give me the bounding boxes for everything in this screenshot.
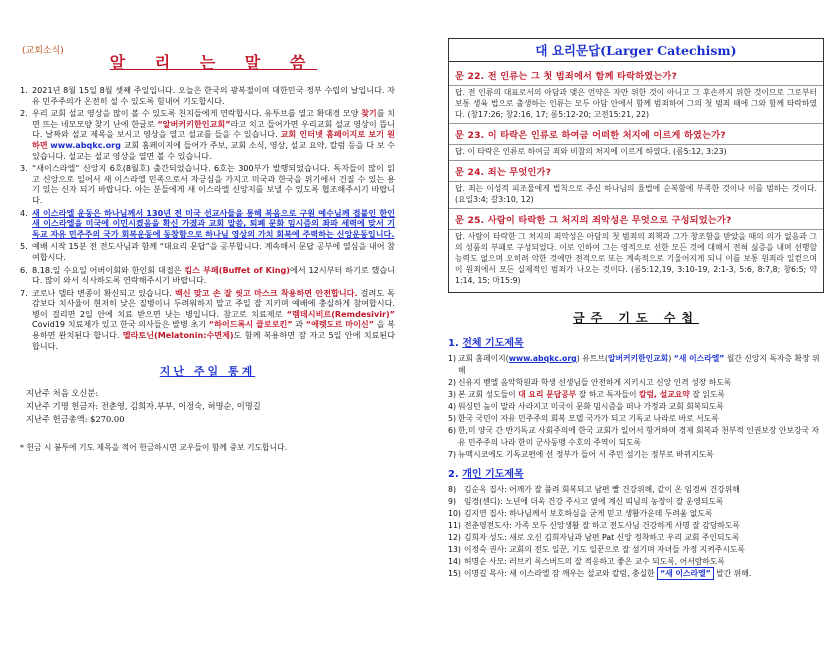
item-text: 잘 하고 독자들이 xyxy=(576,390,639,399)
item-number: 1. xyxy=(20,85,28,95)
section-title: 전체 기도제목 xyxy=(462,338,524,349)
list-item xyxy=(448,413,824,425)
catechism-box xyxy=(448,38,824,293)
divider xyxy=(449,123,823,124)
list-item xyxy=(20,241,395,262)
item-number: 5) xyxy=(448,414,457,423)
highlight-text: 찾기 xyxy=(361,108,377,119)
list-item xyxy=(448,556,824,568)
prayer-list xyxy=(448,353,824,461)
highlight-text: 칼럼, 설교요약 xyxy=(638,390,690,399)
answer: 답. 전 인류의 대표로서의 아담과 맺은 언약은 자만 위한 것이 아니고 그 후손까지 위한 것이므로 그로부터 보통 생육 법으로 출생하는 인류는 모두 아담 안에서 함께 범죄하여 그의 첫 범죄 때에 그와 함께 타락하였다. (창17:26; 창2:16, 17; 롬5:12-20; 고전15:21, 22) xyxy=(455,88,817,119)
answer: 답. 죄는 이성적 피조물에게 법칙으로 주신 하나님의 율법에 순복함에 부족한 것이나 이를 범하는 것이다. (요일3:4; 갈3:10, 12) xyxy=(455,184,817,204)
item-number: 11) xyxy=(448,521,461,530)
prayer-list xyxy=(448,484,824,580)
item-text: 2021년 8월 15일 8월 셋째 주일입니다. 오늘은 한국의 광복절이며 대한민국 정부 수립의 날입니다. 자유 민주주의가 온전히 설 수 있도록 힘내어 기도합시다. xyxy=(32,85,395,106)
item-text: 김희자 성도: 새로 오신 김희자님과 남편 Pat 신앙 정착하고 우리 교회 주인되도록 xyxy=(464,533,740,542)
item-text: 우리 교회 설교 영상을 많이 볼 수 있도록 친지들에게 연락합시다. 유투브를 열고 확대경 모양 xyxy=(32,108,362,119)
highlight-text: “알버커키한인교회” xyxy=(157,118,231,129)
item-number: 7. xyxy=(20,287,28,298)
item-number: 5. xyxy=(20,241,28,252)
highlight-text: 멜라토닌(Melatonin:수면제) xyxy=(122,330,234,341)
item-number: 4) xyxy=(448,402,457,411)
item-text: 뉴멕시코에도 기독교편에 선 정부가 들어 서 주민 섬기는 정부로 바뀌지도록 xyxy=(458,450,714,459)
item-text: 8.18.일 수요일 어버이회와 한인회 대접은 xyxy=(32,264,185,275)
item-number: 7) xyxy=(448,450,457,459)
item-text: 한,미 양국 간 반기독교 사회주의에 한국 교회가 일어서 항거하며 경제 회복과 천부적 인권보장 안보강국 자유 민주주의 나라 한미 군사동맹 수호의 주역이 되도록 xyxy=(458,426,820,447)
highlight-text: 교회 인터넷 홈페이지로 보기 원하면 xyxy=(32,129,395,150)
item-number: 9) xyxy=(448,497,457,506)
section-number: 1. xyxy=(448,338,459,349)
highlight-text: 백신 맞고 손 잘 씻고 마스크 착용하면 안전합니다. xyxy=(174,287,358,298)
item-text: 전춘영전도사: 가족 모두 신앙생활 잘 하고 전도사님 건강하게 사명 잘 감당하도록 xyxy=(464,521,740,530)
item-text: 도 함께 복용하면 잠 자고 5일 안에 치료된다 합니다. xyxy=(32,330,395,351)
question: 문 24. 죄는 무엇인가? xyxy=(455,167,552,178)
question: 문 22. 전 인류는 그 첫 범죄에서 함께 타락하였는가? xyxy=(455,71,678,82)
divider xyxy=(449,208,823,209)
divider xyxy=(449,160,823,161)
list-item xyxy=(20,208,395,240)
list-item xyxy=(448,425,824,449)
list-item xyxy=(20,265,395,286)
section-tag: (교회소식) xyxy=(22,46,64,56)
highlight-text: “에렛도르 마이신” xyxy=(305,319,375,330)
item-text: “새이스라엘” 신앙지 6호(8월호) 출간되었습니다. 6호는 300부가 발행되었습니다. 독자들이 많이 읽고 신앙으로 일어서 새 이스라엘 민족으로서 자긍심을 가지고 미국과 한국을 위기에서 건질 수 있는 용기 있는 신자 되기 바랍니다. 아는 분들에게 새 이스라엘 신앙지를 보낼 수 있도록 협조해주시기 바랍니다. xyxy=(32,163,395,205)
list-item xyxy=(448,508,824,520)
highlight-text: 대 요리 문답공부 xyxy=(518,390,577,399)
highlight-text: 새 이스라엘 운동은 하나님께서 130년 전 미국 선교사들을 통해 복음으로 구원 예수님께 접붙인 한인 새 이스라엘을 미국에 이민시켰음을 확신 가졌과 교회 말씀, 퇴폐 문화 밈시즘의 좌파 세력에 맞서 기독교 자유 민주주의 국가 회복운동에 동참함으로 하나님 영상의 가치 회복에 주력하는 신앙운동입니다. xyxy=(32,207,395,239)
item-number: 3) xyxy=(448,390,457,399)
item-text: 임경(센디): 노년에 더욱 건강 주시고 옆에 계신 띠님의 농장이 잘 운영되도록 xyxy=(464,497,724,506)
divider xyxy=(449,85,823,86)
item-text: 걸려도 독감보다 치사율이 현저히 낮은 질병이니 두려워하지 말고 주일 잘 지키며 예배에 충실하게 참여합시다. 병이 걸리면 2일 안에 치료 받으면 낫는 병입니다. 참고로 치료제로 xyxy=(32,287,395,319)
first-visitors: 지난주 처음 오신분: xyxy=(26,388,99,399)
divider xyxy=(449,229,823,230)
item-number: 6) xyxy=(448,426,457,435)
item-text: 발간 위해. xyxy=(713,569,752,578)
highlight-text: “렘데시비르(Remdesivir)” xyxy=(286,308,395,319)
list-item xyxy=(448,353,824,377)
question: 문 25. 사람이 타락한 그 처지의 죄악성은 무엇으로 구성되었는가? xyxy=(455,215,732,226)
item-number: 1) xyxy=(448,354,457,363)
list-item xyxy=(448,389,824,401)
item-text: 코로나 델타 변종이 확신되고 있습니다. xyxy=(32,287,175,298)
highlight-text: 알버커키한인교회 xyxy=(607,354,669,363)
homepage-link[interactable]: www.abqkc.org xyxy=(50,139,121,150)
prayer-section-heading xyxy=(448,334,824,349)
section-number: 2. xyxy=(448,469,459,480)
item-text: 김지연 집사: 하나님께서 보호하심을 굳게 믿고 생활가운데 두려움 없도록 xyxy=(464,509,713,518)
announcements-column xyxy=(20,38,395,453)
offering-total: 지난주 헌금총액: $270.00 xyxy=(26,414,125,425)
highlight-text: 킴스 부페(Buffet of King) xyxy=(184,264,290,275)
item-text: ) 유트브( xyxy=(576,354,608,363)
highlight-text: “새 이스라엘” xyxy=(657,567,714,580)
highlight-text: “새 이스라엘” xyxy=(673,354,725,363)
item-text: ) xyxy=(668,354,674,363)
list-item xyxy=(448,568,824,580)
list-item xyxy=(448,401,824,413)
list-item xyxy=(448,484,824,496)
answer: 답. 이 타락은 인류로 하여금 죄와 비참의 처지에 이르게 하였다. (롬5:12, 3:23) xyxy=(455,147,727,156)
offering-title: 지난 주일 통계 xyxy=(159,365,256,379)
item-text: 신유지 벧엘 음악학원과 학생 선생님들 안전하게 지키시고 신앙 인격 성장 하도록 xyxy=(458,378,732,387)
item-number: 2) xyxy=(448,378,457,387)
item-text: 교회 홈페이지( xyxy=(458,354,509,363)
list-item xyxy=(448,377,824,389)
item-text: 에서 12시부터 하기로 했습니다. 많이 와서 식사하도록 연락해주시기 바랍니다. xyxy=(32,264,395,286)
offering-summary xyxy=(20,387,395,426)
item-text: 허명순 사모: 러브키 록스버드의 잘 적응하고 좋은 교수 되도록, 어서람하도록 xyxy=(464,557,725,566)
item-number: 8) xyxy=(448,485,457,494)
divider xyxy=(449,144,823,145)
section-title: 개인 기도제목 xyxy=(462,469,524,480)
item-text: 을 복용하면 완치된다 합니다. xyxy=(32,319,396,341)
item-text: 한국 국민이 자유 민주주의 회복 모델 국가가 되고 기독교 나라로 바로 서도록 xyxy=(458,414,719,423)
item-text: 워싱턴 늪이 말라 사라지고 미국이 문화 밈시즘을 떠나 가정과 교회 회복되도록 xyxy=(458,402,724,411)
announcements-list xyxy=(20,85,395,351)
item-number: 15) xyxy=(448,569,461,578)
item-number: 12) xyxy=(448,533,461,542)
item-text: 과 xyxy=(292,319,306,330)
catechism-title: 대 요리문답(Larger Catechism) xyxy=(448,38,824,62)
item-text: 예배 시작 15분 전 전도사님과 함께 “대요리 문답”을 공부합니다. 계속해서 문답 공부에 열심을 내어 참여합시다. xyxy=(32,241,395,262)
item-text: 잘 읽도록 xyxy=(689,390,725,399)
item-number: 4. xyxy=(20,207,28,218)
list-item xyxy=(20,288,395,352)
list-item xyxy=(448,544,824,556)
prayer-section-heading xyxy=(448,465,824,480)
item-text: 이명길 목사: 새 이스라엘 잠 깨우는 설교와 칼럼, 충실한 xyxy=(464,569,658,578)
item-number: 3. xyxy=(20,163,28,174)
answer: 답. 사람이 타락한 그 처지의 죄악성은 아담의 첫 범죄의 죄책과 그가 창조함을 받았을 때의 의가 없음과 그의 성품의 부패로 구성되었다. 이로 인하여 그는 영적으로 선한 모든 것에 대해서 전혀 싫증을 내며 선행할 능력도 없으며 오히려 악한 것에만 전적으로 또는 계속적으로 기울어지게 되니 이를 보통 원죄라 일컫으며 이 원죄에서 모든 실제적인 범죄가 나오는 것이다. (롬5:12,19, 3:10-19, 2:1-3, 5:6, 8:7,8; 창6:5; 약1:14, 15; 마15:9) xyxy=(455,232,817,285)
highlight-text: “하이드록시 클로로킨” xyxy=(208,319,293,330)
item-text: 본 교회 성도들이 xyxy=(458,390,519,399)
offering-note: * 헌금 시 봉투에 기도 제목을 적어 헌금하시면 교우들이 함께 중보 기도합니다. xyxy=(20,443,288,453)
item-text: 를 치면 뜨는 네모모양 찾기 난에 한글로 xyxy=(32,108,395,129)
list-item xyxy=(448,520,824,532)
question: 문 23. 이 타락은 인류로 하여금 어떠한 처지에 이르게 하였는가? xyxy=(455,130,726,141)
item-text: 라고 치고 들어가면 우리교회 설교 영상이 뜹니다. 날짜와 설교 제목을 보시고 영상을 열고 설교를 들을 수 있습니다. xyxy=(32,118,395,140)
list-item xyxy=(448,496,824,508)
item-text: 월간 신앙지 독자층 확장 위해 xyxy=(458,354,820,375)
catechism-column xyxy=(448,38,824,580)
item-number: 14) xyxy=(448,557,461,566)
offering-donors: 지난주 기명 헌금자: 전춘영, 김희자.부부, 이정숙, 허명순, 이명길 xyxy=(26,401,261,412)
divider xyxy=(449,181,823,182)
item-text: 이정숙 권사: 교회의 전도 일꾼, 기도 일꾼으로 잘 섬기며 자녀들 가정 지켜주시도록 xyxy=(464,545,745,554)
item-text: 교회 홈페이지에 들어가 주보, 교회 소식, 영상, 설교 요약, 칼럼 등을 다 보 수 있습니다. 설교는 설교 영상을 열면 볼 수 있습니다. xyxy=(32,139,395,161)
homepage-link[interactable]: www.abqkc.org xyxy=(508,354,577,363)
list-item xyxy=(448,449,824,461)
item-number: 6. xyxy=(20,264,28,275)
list-item xyxy=(448,532,824,544)
item-text: Covid19 치료제가 있고 한국 의사들은 발병 초기 xyxy=(32,319,209,330)
list-item xyxy=(20,163,395,205)
announcements-title: 알 리 는 말 씀 xyxy=(109,53,318,72)
item-number: 2. xyxy=(20,108,28,119)
item-number: 10) xyxy=(448,509,461,518)
prayer-title: 금주 기도 수첩 xyxy=(573,311,699,325)
item-text: 김순옥 집사: 어깨가 잘 풀려 회복되고 남편 빨 건강위해, 같이 온 임경씨 건강위해 xyxy=(464,485,740,494)
list-item xyxy=(20,85,395,106)
item-number: 13) xyxy=(448,545,461,554)
list-item xyxy=(20,108,395,161)
